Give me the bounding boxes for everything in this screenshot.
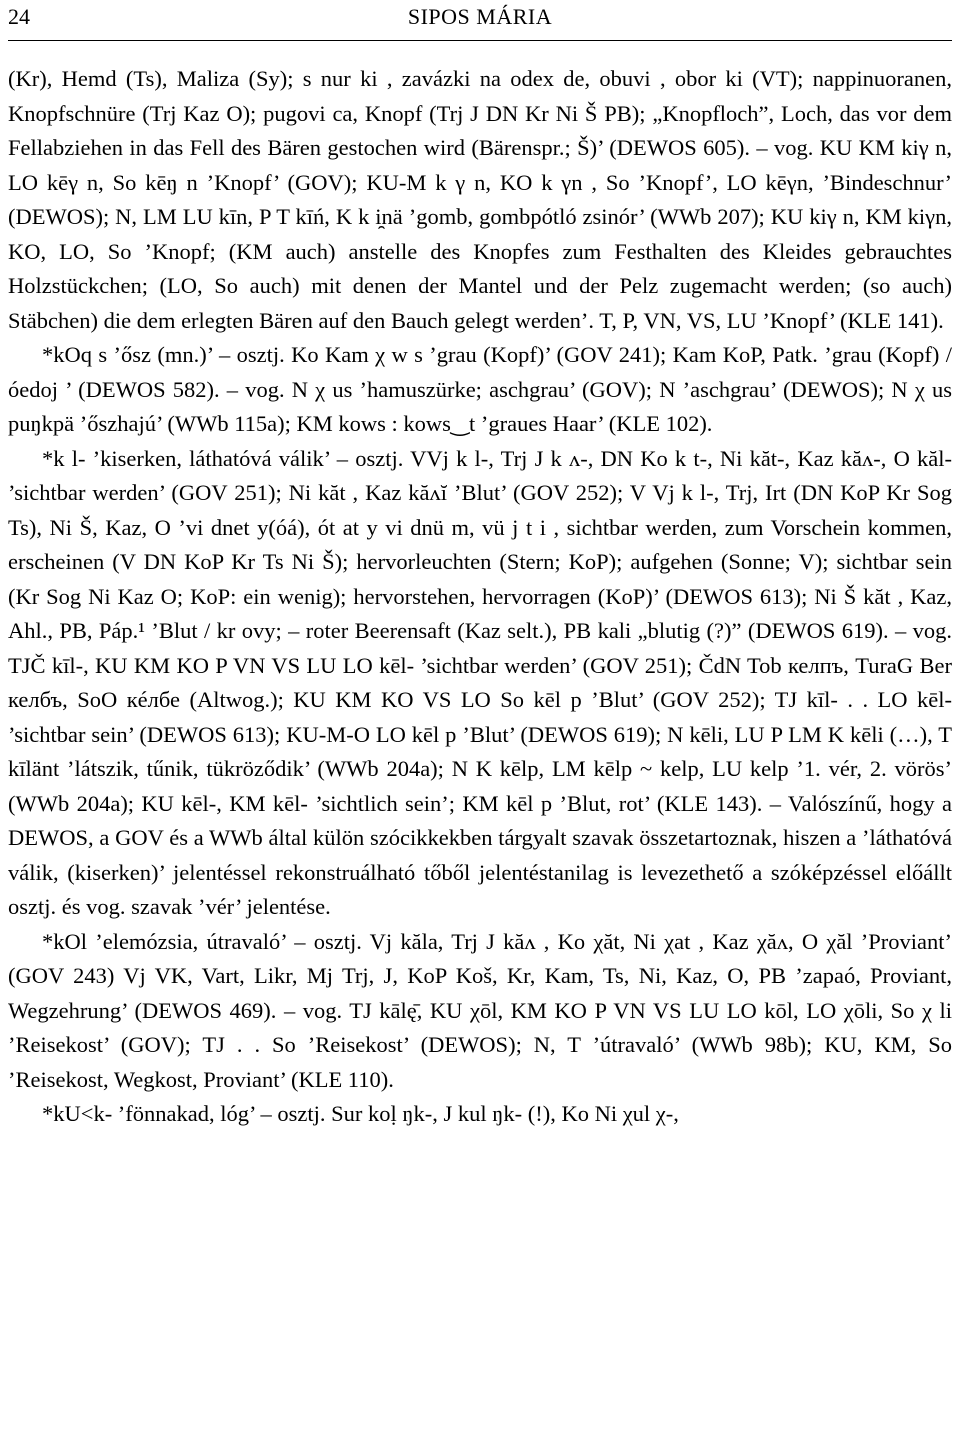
paragraph-entry-kOl: *kOl ’elemózsia, útravaló’ – osztj. Vj kăla, Trj J kăʌ , Ko χăt, Ni χat , Kaz χăʌ, O χăl ’Proviant’ (GOV 243) Vj VK, Vart, Likr, Mj Trj, J, KoP Koš, Kr, Kam, Ts, Ni, Kaz, O, PB ’zapaó, Proviant, Wegzehrung’ (DEWOS 469). – vog. TJ kālę̄, KU χōl, KM KO P VN VS LU LO kōl, LO χōli, So χ li ’Reisekost’ (GOV); TJ . . So ’Reisekost’ (DEWOS); N, T ’útravaló’ (WWb 98b); KU, KM, So ’Reisekost, Wegkost, Proviant’ (KLE 110). — [8, 928, 952, 1092]
running-head: SIPOS MÁRIA — [407, 4, 553, 29]
paragraph-entry-kUk: *kU<k- ’fönnakad, lóg’ – osztj. Sur koḷ ŋk-, J kul ŋk- (!), Ko Ni χul χ-, — [42, 1101, 679, 1126]
page-number: 24 — [8, 4, 30, 29]
header-rule — [8, 40, 952, 41]
body-text — [8, 62, 952, 1132]
paragraph-entry-kOqs: *kOq s ’ősz (mn.)’ – osztj. Ko Kam χ w s ’grau (Kopf)’ (GOV 241); Kam KoP, Patk. ’grau (Kopf) / óedoj ’ (DEWOS 582). – vog. N χ us ’hamuszürke; aschgrau’ (GOV); N ’aschgrau’ (DEWOS); N χ us puŋkpä ’őszhajú’ (WWb 115a); KM kows : kows‿t ’graues Haar’ (KLE 102). — [8, 342, 952, 436]
page-header — [8, 0, 952, 36]
paragraph-entry-continued: (Kr), Hemd (Ts), Maliza (Sy); s nur ki , zavázki na odex de, obuvi , obor ki (VT); nappinuoranen, Knopfschnüre (Trj Kaz O); pugovi ca, Knopf (Trj J DN Kr Ni Š PB); „Knopfloch”, Loch, das vor dem Fellabziehen in das Fell des Bären gestochen wird (Bärenspr.; Š)’ (DEWOS 605). – vog. KU KM kiγ n, LO kēγ n, So kēŋ n ’Knopf’ (GOV); KU-M k γ n, KO k γn , So ’Knopf’, LO kēγn, ’Bindeschnur’ (DEWOS); N, LM LU kīn, P T kīń, K k i̯nä ’gomb, gombpótló zsinór’ (WWb 207); KU kiγ n, KM kiγn, KO, LO, So ’Knopf; (KM auch) anstelle des Knopfes zum Festhalten des Kleides gebrauchtes Holzstückchen; (LO, So auch) mit denen der Mantel und der Pelz zugemacht werden; (so auch) Stäbchen) die dem erlegten Bären auf den Bauch gelegt werden’. T, P, VN, VS, LU ’Knopf’ (KLE 141). — [8, 66, 952, 333]
paragraph-entry-kl: *k l- ’kiserken, láthatóvá válik’ – osztj. VVj k l-, Trj J k ʌ-, DN Ko k t-, Ni kăt-, Kaz kăʌ-, O kăl- ’sichtbar werden’ (GOV 251); Ni kăt , Kaz kăʌĭ ’Blut’ (GOV 252); V Vj k l-, Trj, Irt (DN KoP Kr Sog Ts), Ni Š, Kaz, O ’vi dnet y(óá), ót at y vi dnü m, vü j t i , sichtbar werden, zum Vorschein kommen, erscheinen (V DN KoP Kr Ts Ni Š); hervorleuchten (Stern; KoP); aufgehen (Sonne; V); sichtbar sein (Kr Sog Ni Kaz O; KoP: ein wenig); hervorstehen, hervorragen (KoP)’ (DEWOS 613); Ni Š kăt , Kaz, Ahl., PB, Páp.¹ ’Blut / kr ovy; – roter Beerensaft (Kaz selt.), PB kali „blutig (?)” (DEWOS 619). – vog. TJČ kīl-, KU KM KO P VN VS LU LO kēl- ’sichtbar werden’ (GOV 251); ČdN Tob келпъ, TuraG Ber келбъ, SoO кéлбе (Altwog.); KU KM KO VS LO So kēl p ’Blut’ (GOV 252); TJ kīl- . . LO kēl- ’sichtbar sein’ (DEWOS 613); KU-M-O LO kēl p ’Blut’ (DEWOS 619); N kēli, LU P LM K kēli (…), T kīlänt ’látszik, tűnik, tükröződik’ (WWb 204a); N K kēlp, LM kēlp ~ kelp, LU kelp ’1. vér, 2. vörös’ (WWb 204a); KU kēl-, KM kēl- ’sichtlich sein’; KM kēl p ’Blut, rot’ (KLE 143). – Valószínű, hogy a DEWOS, a GOV és a WWb által külön szócikkekben tárgyalt szavak összetartoznak, hiszen a ’láthatóvá válik, (kiserken)’ jelentéssel rekonstruálható tőből jelentéstanilag is levezethető a szóképzéssel előállt osztj. és vog. szavak ’vér’ jelentése. — [8, 445, 952, 919]
